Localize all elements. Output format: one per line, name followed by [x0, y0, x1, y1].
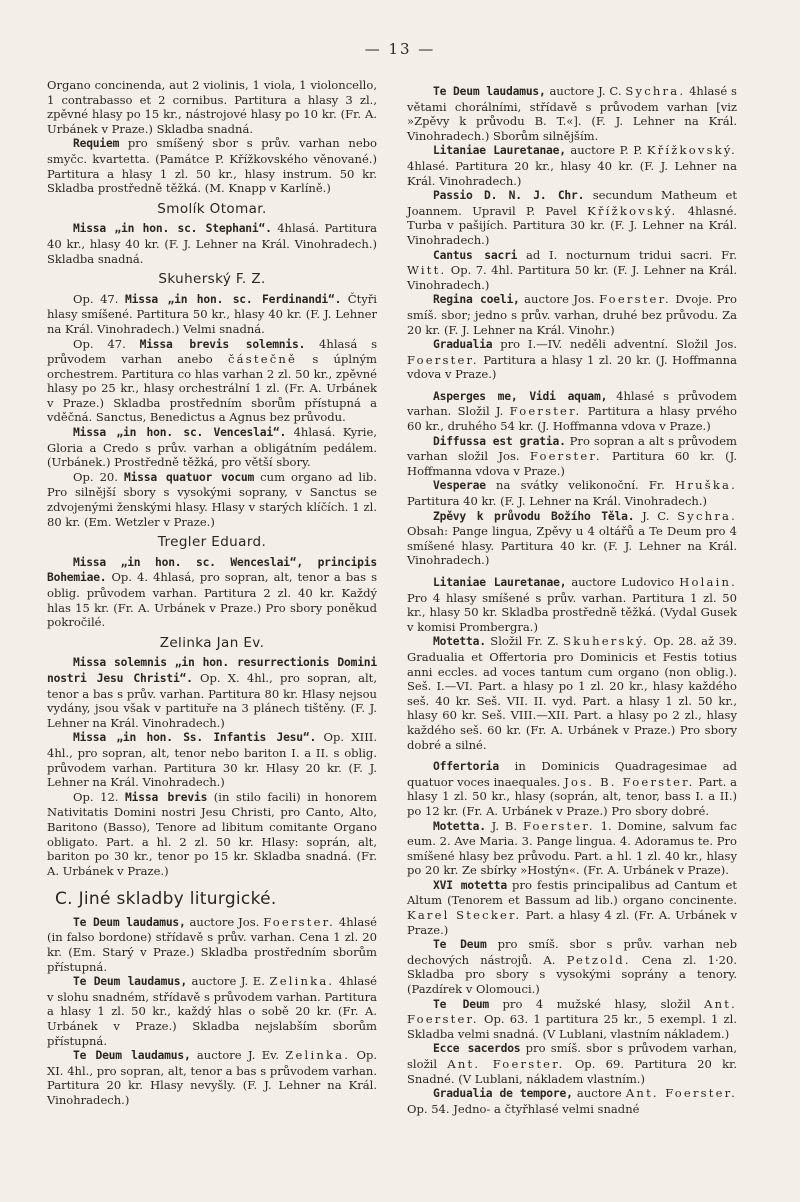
entry-title: Te Deum [433, 938, 487, 952]
entry-text: Op. XI. 4hl., pro sopran, alt, tenor a bas s průvodem varhan. Partitura 20 kr. Hlasy nevyšly. (F. J. Lehner na Král. Vinohradech.) [47, 1048, 378, 1107]
entry-text: in Dominicis Quadragesimae ad quatuor voces inaequales. [407, 759, 737, 789]
entry-text: Partitura 60 kr. (J. Hoffmanna vdova v Praze.) [407, 449, 737, 478]
entry-title: Missa brevis solemnis. [139, 337, 306, 351]
entry-text: 1. Domine, salvum fac eum. 2. Ave Maria. 3. Pange lingua. 4. Adoramus te. Pro smíšené hlasy bez průvodu. Part. a hl. 1 zl. 40 kr., hlasy po 20 kr. Ze sbírky »Hostýn«. (Fr. A. Urbánek v Praze). [407, 818, 738, 878]
entry-title: Offertoria [433, 760, 500, 774]
entry-title: Motetta. [433, 635, 486, 649]
entry-text: Pro sopran a alt s průvodem varhan složil Jos. [407, 433, 737, 464]
section-heading-c: C. Jiné skladby liturgické. [55, 889, 277, 910]
entry-title: Missa „in hon. sc. Stephani“. [73, 222, 272, 236]
entry-text: Op. 63. 1 partitura 25 kr., 5 exempl. 1 zl. Skladba velmi snadná. (V Lublani, vlastním nákladem.) [407, 1012, 737, 1041]
entry-text: (in stilo facili) in honorem Nativitatis Domini nostri Jesu Christi, pro Canto, Alto, Baritono (Basso), Tenore ad libitum comitante Organo obligato. Part. a hl. 2 zl. 50 kr. Hlasy: soprán, alt, bariton po 30 kr., tenor po 15 kr. Skladba snadná. (Fr. A. Urbánek v Praze.) [47, 789, 378, 878]
entry-spaced: Foerster. [522, 818, 595, 833]
entry-title: Gradualia [433, 338, 493, 352]
entry-text: auctore [572, 1086, 626, 1101]
entry-spaced: Zelinka. [285, 1048, 351, 1063]
entry [407, 292, 737, 337]
entry [407, 878, 737, 937]
entry [47, 790, 377, 879]
entry-title: Missa brevis [125, 790, 208, 804]
entry-text: J. C. [634, 508, 678, 523]
entry-spaced: Křížkovský. [587, 203, 678, 218]
entry [407, 509, 737, 568]
entry-text: Obsah: Pange lingua, Zpěvy u 4 oltářů a Te Deum pro 4 smíšené hlasy. Partitura 40 kr. (F. J. Lehner na Král. Vinohradech.) [407, 524, 737, 568]
entry [407, 759, 737, 818]
entry-spaced: Ant. Foerster. [625, 1086, 737, 1101]
entry-title: Missa solemnis „in hon. resurrectionis Domini nostri Jesu Christi“. [47, 656, 377, 685]
entry-text: 4hlasá s průvodem varhan anebo [47, 336, 378, 367]
entry-text: Op. 54. Jedno- a čtyřhlasé velmi snadné [407, 1101, 640, 1116]
entry-text: ad I. nocturnum tridui sacri. Fr. [517, 247, 737, 262]
entry-title: Litaniae Lauretanae, [433, 576, 567, 589]
entry-title: XVI motetta [433, 878, 507, 892]
entry [47, 470, 377, 529]
entry-title: Missa quatuor vocum [123, 470, 255, 484]
entry-text: 4hlasá. Kyrie, Gloria a Credo s prův. varhan a obligátním pedálem. (Urbánek.) Prostředně těžká, pro větší sbory. [47, 425, 377, 470]
entry [407, 575, 737, 634]
entry-text: 4hlasé. Partitura 20 kr., hlasy 40 kr. (F. J. Lehner na Král. Vinohradech.) [407, 158, 737, 188]
entry-text: cum organo ad lib. Pro silnější sbory s vysokými soprany, v Sanctus se zdvojenými ženskými hlasy. Hlasy v starých klíčích. 1 zl. 80 kr. (Em. Wetzler v Praze.) [47, 469, 377, 529]
entry-title: Asperges me, Vidi aquam, [433, 389, 608, 403]
entry-text: Part. a hlasy 4 zl. (Fr. A. Urbánek v Praze.) [407, 908, 737, 937]
entry [47, 555, 377, 630]
entry-spaced: Sychra. [677, 508, 737, 523]
entry-spaced: Karel Stecker. [407, 908, 522, 923]
entry-text: Op. 69. Partitura 20 kr. Snadné. (V Lublani, nákladem vlastním.) [407, 1057, 738, 1086]
entry-title: Gradualia de tempore, [433, 1087, 573, 1101]
entry-text: Partitura 40 kr. (F. J. Lehner na Král. Vinohradech.) [407, 494, 708, 509]
entry-title: Te Deum laudamus, [73, 915, 186, 929]
entry [407, 337, 737, 382]
entry [407, 248, 737, 293]
entry-title: Missa „in hon. sc. Wenceslai“, principis Bohemiae. [47, 555, 377, 585]
entry [407, 389, 737, 434]
entry-text: na svátky velikonoční. Fr. [485, 478, 676, 493]
entry-title: Missa „in hon. sc. Ferdinandi“. [125, 292, 342, 306]
entry-title: Te Deum laudamus, [73, 1049, 191, 1063]
entry [407, 84, 737, 143]
entry-text: Čtyři hlasy smíšené. Partitura 50 kr., hlasy 40 kr. (F. J. Lehner na Král. Vinohradech.) Velmi snadná. [47, 291, 377, 336]
entry-text: auctore J. E. [187, 974, 270, 989]
entry [47, 915, 377, 974]
entry-spaced: Petzold. [566, 952, 631, 967]
entry-spaced: Ant. Foerster. [407, 996, 737, 1027]
entry-text: s úplným orchestrem. Partitura co hlas varhan 2 zl. 50 kr., zpěvné hlasy po 25 kr., hlasy orchestrální 1 zl. (Fr. A. Urbánek v Praze.) Skladba prostředním sborům přístupná a vděčná. Sanctus, Benedictus a Agnus bez průvodu. [47, 352, 377, 425]
entry-title: Passio D. N. J. Chr. [433, 189, 585, 203]
entry [407, 937, 737, 996]
entry [407, 143, 737, 188]
entry-text: Op. 4. 4hlasá, pro sopran, alt, tenor a bas s oblig. průvodem varhan. Partitura 2 zl. 40 kr. Každý hlas 15 kr. (Fr. A. Urbánek v Praze.) Pro sbory poněkud pokročilé. [47, 570, 377, 630]
entry-text: auctore Ludovico [566, 575, 680, 589]
entry-text: auctore J. Ev. [190, 1048, 286, 1063]
entry-title: Motetta. [433, 819, 486, 833]
entry-text: 4hlasé s větami chorálními, střídavě s průvodem varhan [viz »Zpěvy k průvodu B. T.«]. (F. J. Lehner na Král. Vinohradech.) Sborům silnějším. [407, 84, 737, 143]
entry [47, 425, 377, 470]
entry-spaced: Foerster. [599, 292, 671, 307]
entry-text: 4hlasé v slohu snadném, střídavě s průvodem varhan. Partitura a hlasy 1 zl. 50 kr., každý hlas o sobě 20 kr. (Fr. A. Urbánek v Praze.) Skladba nejslabším sborům přístupná. [47, 974, 377, 1048]
entry [47, 730, 377, 789]
entry [407, 819, 737, 878]
entry-text: auctore J. C. [545, 84, 626, 98]
entry-spaced: Holain. [679, 575, 737, 589]
entry-title: Diffussa est gratia. [433, 434, 566, 448]
entry-title: Zpěvy k průvodu Božího Těla. [433, 509, 635, 523]
entry-spaced: Witt. [407, 263, 447, 278]
entry-spaced: Křížkovský. [646, 143, 737, 158]
entry-text: Složil Fr. Z. [485, 634, 564, 649]
composer-heading-tregler: Tregler Eduard. [157, 534, 267, 551]
composer-heading-smolik: Smolík Otomar. [157, 200, 267, 217]
entry-spaced: Sychra. [625, 84, 686, 98]
entry-text: 4hlasné. Turba v pašijích. Partitura 30 kr. (F. J. Lehner na Král. Vinohradech.) [407, 203, 737, 247]
entry-prefix: Op. 12. [73, 789, 126, 804]
entry [47, 1048, 377, 1107]
entry-spaced: Ant. Foerster. [447, 1057, 565, 1071]
entry-text: secundum Matheum et Joannem. Upravil P. Pavel [407, 188, 737, 218]
entry-spaced: Skuherský. [563, 634, 649, 649]
entry-text: pro smíš. sbor s průvodem varhan, složil [407, 1041, 737, 1071]
entry [407, 997, 737, 1042]
entry-text: 4hlasá. Partitura 40 kr., hlasy 40 kr. (F. J. Lehner na Král. Vinohradech.) Skladba snadná. [47, 221, 377, 266]
entry-title: Vesperae [433, 479, 486, 493]
entry-text: Cena zl. 1·20. Skladba pro sbory s vysokými soprány a tenory. (Pazdírek v Olomouci.) [407, 952, 737, 997]
entry [407, 1086, 737, 1116]
entry-title: Regina coeli, [433, 293, 520, 307]
entry-text: Partitura a hlasy 1 zl. 20 kr. (J. Hoffmanna vdova v Praze.) [407, 352, 737, 382]
entry-prefix: Op. 47. [73, 291, 126, 306]
entry-spaced: Foerster. [509, 404, 582, 419]
entry-title: Te Deum laudamus, [433, 85, 546, 98]
right-column [407, 84, 737, 1116]
entry-title: Missa „in hon. Ss. Infantis Jesu“. [73, 731, 317, 745]
entry-spaced: Hruška. [675, 478, 737, 493]
entry [407, 1041, 737, 1086]
entry-title: Ecce sacerdos [433, 1042, 521, 1056]
entry-spaced: Jos. B. Foerster. [564, 774, 695, 789]
entry-title: Te Deum laudamus, [73, 975, 187, 989]
page-number: — 13 — [364, 40, 436, 58]
entry-requiem [47, 136, 377, 195]
entry-text: Part. a hlasy 1 zl. 50 kr., hlasy (soprán, alt, tenor, bass I. a II.) po 12 kr. (Fr. A. Urbánek v Praze.) Pro sbory dobré. [407, 774, 737, 818]
intro-paragraph: Organo concinenda, aut 2 violinis, 1 viola, 1 violoncello, 1 contrabasso et 2 cornibus. Partitura a hlasy 3 zl., zpěvné hlasy po 15 kr., nástrojové hlasy po 10 kr. (Fr. A. Urbánek v Praze.) Skladba snadná. [47, 78, 377, 136]
entry-text: Partitura a hlasy prvého 60 kr., druhého 54 kr. (J. Hoffmanna vdova v Praze.) [407, 404, 737, 434]
entry-text: Op. XIII. 4hl., pro sopran, alt, tenor nebo bariton I. a II. s oblig. průvodem varhan. Partitura 30 kr. Hlasy 20 kr. (F. J. Lehner na Král. Vinohradech.) [47, 730, 377, 790]
entry-text: Dvoje. Pro smíš. sbor; jedno s prův. varhan, druhé bez průvodu. Za 20 kr. (F. J. Lehner na Král. Vinohr.) [407, 292, 737, 337]
entry-spaced: Foerster. [263, 914, 335, 929]
entry [407, 434, 737, 479]
composer-heading-zelinka: Zelinka Jan Ev. [159, 634, 265, 651]
entry-text: 4hlasé (in falso bordone) střídavě s prův. varhan. Cena 1 zl. 20 kr. (Em. Starý v Praze.) Skladba prostředním sborům přístupná. [47, 914, 377, 974]
entry-text: pro I.—IV. neděli adventní. Složil Jos. [492, 337, 737, 352]
entry-title: Litaniae Lauretanae, [433, 144, 566, 158]
entry-title: Requiem [73, 137, 120, 151]
entry-spaced: částečně [228, 352, 298, 367]
entry-text: 4hlasé s průvodem varhan. Složil J. [407, 388, 737, 419]
entry-title: Te Deum [433, 997, 490, 1011]
entry [47, 974, 377, 1048]
entry-text: Op. 28. až 39. Gradualia et Offertoria pro Dominicis et Festis totius anni eccles. ad voces tantum cum organo (non oblig.). Seš. I.—VI. Part. a hlasy po 1 zl. 20 kr., hlasy každého seš. 40 kr. Seš. VII. II. vyd. Part. a hlasy 1 zl. 50 kr., hlasy 60 kr. Seš. VIII.—XII. Part. a hlasy po 2 zl., hlasy každého seš. 60 kr. (Fr. A. Urbánek v Praze.) Pro sbory dobré a silné. [407, 634, 737, 752]
entry-title: Missa „in hon. sc. Venceslai“. [73, 426, 287, 440]
entry-text: auctore P. P. [565, 143, 647, 158]
entry-text: pro festis principalibus ad Cantum et Altum (Tenorem et Bassum ad lib.) organo concinente. [407, 877, 737, 908]
entry [47, 292, 377, 337]
left-column [47, 78, 377, 1108]
entry-title: Cantus sacri [433, 248, 518, 262]
entry-spaced: Foerster. [407, 352, 479, 367]
entry [407, 188, 737, 247]
entry [407, 634, 737, 752]
entry-text: pro smíšený sbor s prův. varhan nebo smyčc. kvartetta. (Památce P. Křížkovského věnované.) Partitura a hlasy 1 zl. 50 kr., hlasy instrum. 50 kr. Skladba prostředně těžká. (M. Knapp v Karlíně.) [47, 136, 377, 196]
entry-text: auctore Jos. [519, 292, 600, 307]
composer-heading-skuhersky: Skuherský F. Z. [158, 271, 266, 288]
entry-text: Op. X. 4hl., pro sopran, alt, tenor a bas s prův. varhan. Partitura 80 kr. Hlasy nejsou vydány, jsou však v partituře na 3 plánech tištěny. (F. J. Lehner na Král. Vinohradech.) [47, 670, 377, 730]
entry-text: pro smíš. sbor s prův. varhan neb dechových nástrojů. A. [407, 937, 738, 967]
entry [407, 478, 737, 508]
entry-text: Pro 4 hlasy smíšené s prův. varhan. Partitura 1 zl. 50 kr., hlasy 50 kr. Skladba prostředně těžká. (Vydal Gusek v komisi Prombergra.) [407, 590, 737, 634]
entry-text: auctore Jos. [185, 914, 264, 929]
entry-prefix: Op. 20. [73, 469, 124, 484]
entry-spaced: Zelinka. [269, 974, 335, 989]
entry [47, 221, 377, 266]
entry [47, 337, 377, 426]
entry [47, 655, 377, 730]
entry-text: pro 4 mužské hlasy, složil [489, 996, 705, 1011]
entry-text: J. B. [485, 818, 523, 833]
entry-text: Op. 7. 4hl. Partitura 50 kr. (F. J. Lehner na Král. Vinohradech.) [407, 263, 737, 292]
entry-prefix: Op. 47. [73, 336, 140, 351]
entry-spaced: Foerster. [529, 449, 602, 464]
